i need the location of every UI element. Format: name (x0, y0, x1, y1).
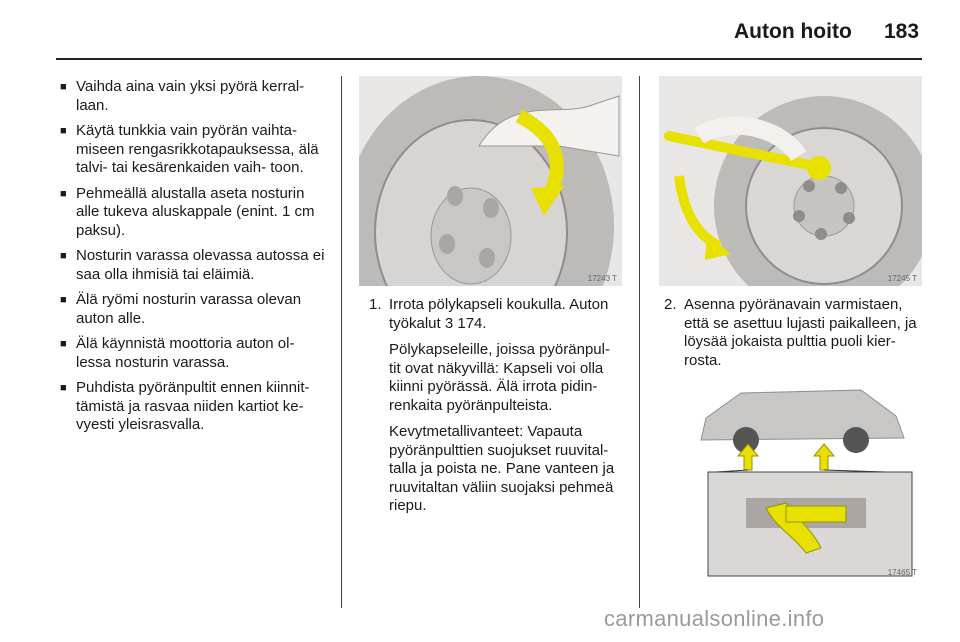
bullet-icon: ■ (60, 187, 67, 200)
watermark: carmanualsonline.info (604, 606, 825, 631)
list-item: ■ Älä käynnistä moottoria auton ol- lessa nosturin varassa. (60, 335, 295, 371)
bullet-icon: ■ (60, 382, 67, 394)
bullet-icon: ■ (60, 294, 67, 306)
step-text: Irrota pölykapseli koukulla. Auton työkalut 3 174. (389, 296, 609, 332)
step-paragraph: Kevytmetallivanteet: Vapauta pyöränpulttien suojukset ruuvital- talla ja poista ne. Pane vanteen ja ruuvitaltan väliin suojaksi pehmeä riepu. (389, 423, 615, 514)
bullet-icon: ■ (60, 81, 67, 93)
list-item: ■ Käytä tunkkia vain pyörän vaihta- miseen rengasrikkotapauksessa, älä talvi- tai kesärenkaiden vaih- toon. (60, 122, 319, 176)
bullet-icon: ■ (60, 125, 67, 137)
bullet-icon: ■ (60, 338, 67, 350)
figure-code: 17245 T (887, 274, 917, 283)
step-paragraph: Pölykapseleille, joissa pyöränpul- tit ovat näkyvillä: Kapseli voi olla kiinni pyörässä. Älä irrota pidin- renkaita pyöränpulteista. (389, 341, 610, 414)
page-number: 183 (884, 20, 920, 43)
wheel-wrench-illustration (659, 76, 922, 286)
step-number: 1. (369, 296, 382, 313)
step-1 (369, 296, 623, 524)
jack-points-illustration (686, 378, 922, 580)
list-item: ■ Nosturin varassa olevassa autossa ei saa olla ihmisiä tai eläimiä. (60, 247, 325, 283)
hubcap-illustration (359, 76, 622, 286)
step-text: Asenna pyöränavain varmistaen, että se asettuu lujasti paikalleen, ja löysää jokaista pulttia puoli kier- rosta. (684, 296, 917, 369)
column-divider-1 (341, 76, 342, 608)
bullet-list (60, 78, 330, 442)
bullet-icon: ■ (60, 250, 67, 262)
column-divider-2 (639, 76, 640, 608)
page-title: Auton hoito (734, 20, 852, 43)
step-2 (664, 296, 926, 370)
list-item: ■ Pehmeällä alustalla aseta nosturin alle tukeva aluskappale (enint. 1 cm paksu). (60, 184, 315, 239)
list-item: ■ Vaihda aina vain yksi pyörä kerral- laan. (60, 78, 305, 114)
figure-code: 17465 T (887, 568, 917, 577)
figure-code: 17243 T (587, 274, 617, 283)
list-item: ■ Älä ryömi nosturin varassa olevan auton alle. (60, 291, 302, 327)
list-item: ■ Puhdista pyöränpultit ennen kiinnit- tämistä ja rasvaa niiden kartiot ke- vyesti yleisrasvalla. (60, 379, 310, 433)
step-number: 2. (664, 296, 677, 313)
header-divider (56, 58, 922, 60)
